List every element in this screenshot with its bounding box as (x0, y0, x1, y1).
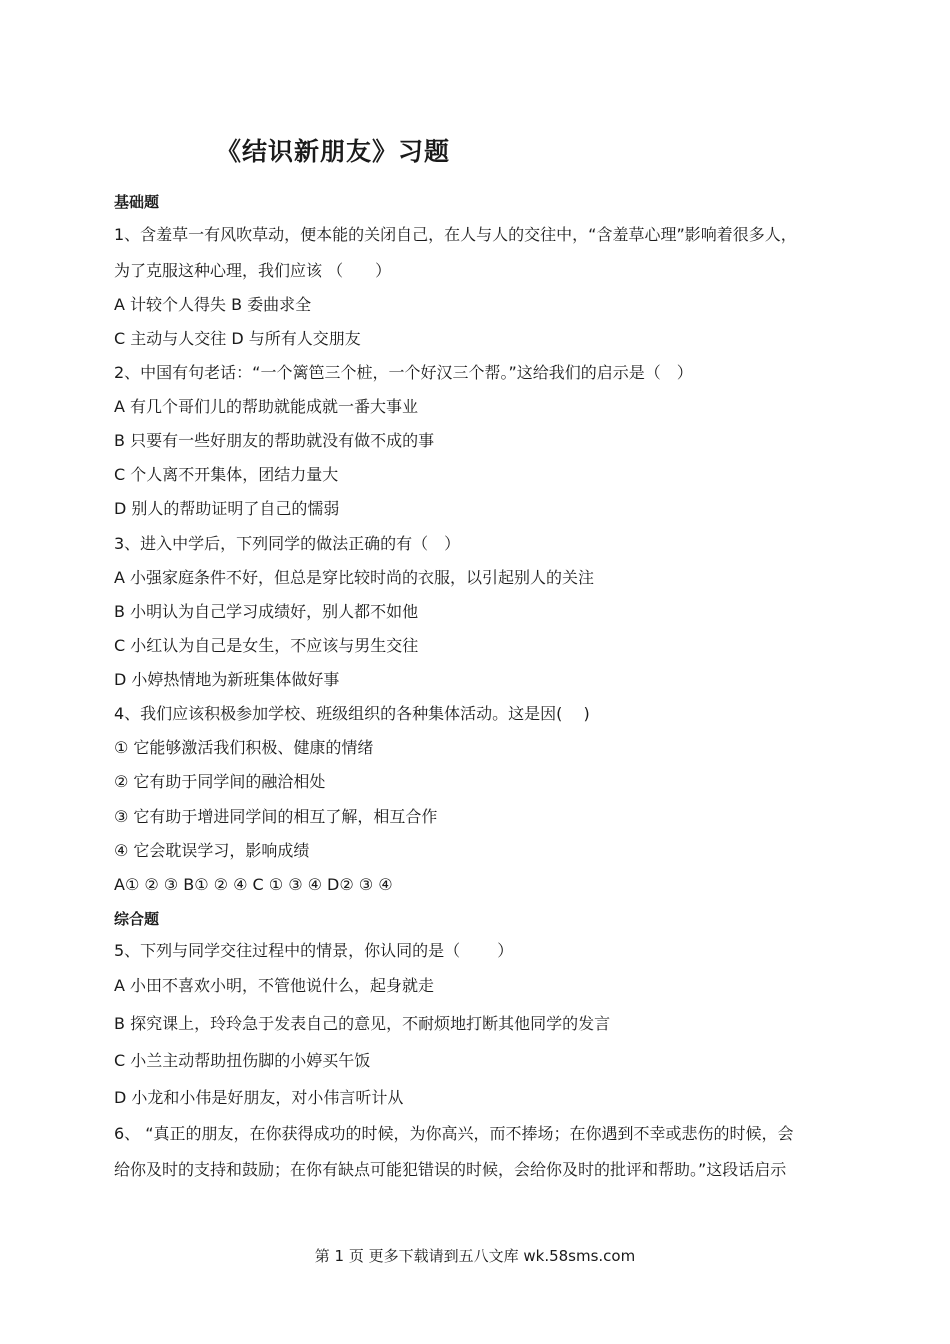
q4-statement-1: ① 它能够激活我们积极、健康的情绪 (114, 738, 374, 757)
q3-stem: 3、进入中学后，下列同学的做法正确的有（ ） (114, 534, 461, 553)
q3-option-c: C 小红认为自己是女生，不应该与男生交往 (114, 636, 419, 655)
q6-stem-line2: 给你及时的支持和鼓励；在你有缺点可能犯错误的时候，会给你及时的批评和帮助。”这段话启示 (114, 1160, 787, 1179)
q2-option-c: C 个人离不开集体，团结力量大 (114, 465, 339, 484)
q5-option-a: A 小田不喜欢小明，不管他说什么，起身就走 (114, 976, 435, 995)
q4-statement-4: ④ 它会耽误学习，影响成绩 (114, 841, 310, 860)
q6-stem-line1: 6、 “真正的朋友，在你获得成功的时候，为你高兴，而不捧场；在你遇到不幸或悲伤的时候，会 (114, 1124, 794, 1143)
q5-option-c: C 小兰主动帮助扭伤脚的小婷买午饭 (114, 1051, 371, 1070)
section-basic: 基础题 (114, 193, 160, 211)
q2-option-a: A 有几个哥们儿的帮助就能成就一番大事业 (114, 397, 419, 416)
q2-option-d: D 别人的帮助证明了自己的懦弱 (114, 499, 340, 518)
q1-stem-line2: 为了克服这种心理，我们应该 （ ） (114, 261, 392, 280)
q5-stem: 5、下列与同学交往过程中的情景，你认同的是（ ） (114, 941, 514, 960)
q3-option-d: D 小婷热情地为新班集体做好事 (114, 670, 340, 689)
q2-option-b: B 只要有一些好朋友的帮助就没有做不成的事 (114, 431, 435, 450)
section-comprehensive: 综合题 (114, 910, 160, 928)
q1-stem-line1: 1、含羞草一有风吹草动，便本能的关闭自己，在人与人的交往中，“含羞草心理”影响着很多人， (114, 225, 797, 244)
q3-option-a: A 小强家庭条件不好，但总是穿比较时尚的衣服，以引起别人的关注 (114, 568, 595, 587)
q4-statement-3: ③ 它有助于增进同学间的相互了解，相互合作 (114, 807, 438, 826)
q4-stem: 4、我们应该积极参加学校、班级组织的各种集体活动。这是因( ) (114, 704, 590, 723)
page-footer: 第 1 页 更多下载请到五八文库 wk.58sms.com (314, 1247, 636, 1265)
q3-option-b: B 小明认为自己学习成绩好，别人都不如他 (114, 602, 419, 621)
q5-option-d: D 小龙和小伟是好朋友，对小伟言听计从 (114, 1088, 404, 1107)
q4-options: A① ② ③ B① ② ④ C ① ③ ④ D② ③ ④ (114, 875, 393, 894)
page-title: 《结识新朋友》习题 (216, 137, 451, 166)
q2-stem: 2、中国有句老话：“一个篱笆三个桩，一个好汉三个帮。”这给我们的启示是（ ） (114, 363, 693, 382)
q5-option-b: B 探究课上，玲玲急于发表自己的意见，不耐烦地打断其他同学的发言 (114, 1014, 611, 1033)
q4-statement-2: ② 它有助于同学间的融洽相处 (114, 772, 326, 791)
q1-options-cd: C 主动与人交往 D 与所有人交朋友 (114, 329, 361, 348)
q1-options-ab: A 计较个人得失 B 委曲求全 (114, 295, 312, 314)
